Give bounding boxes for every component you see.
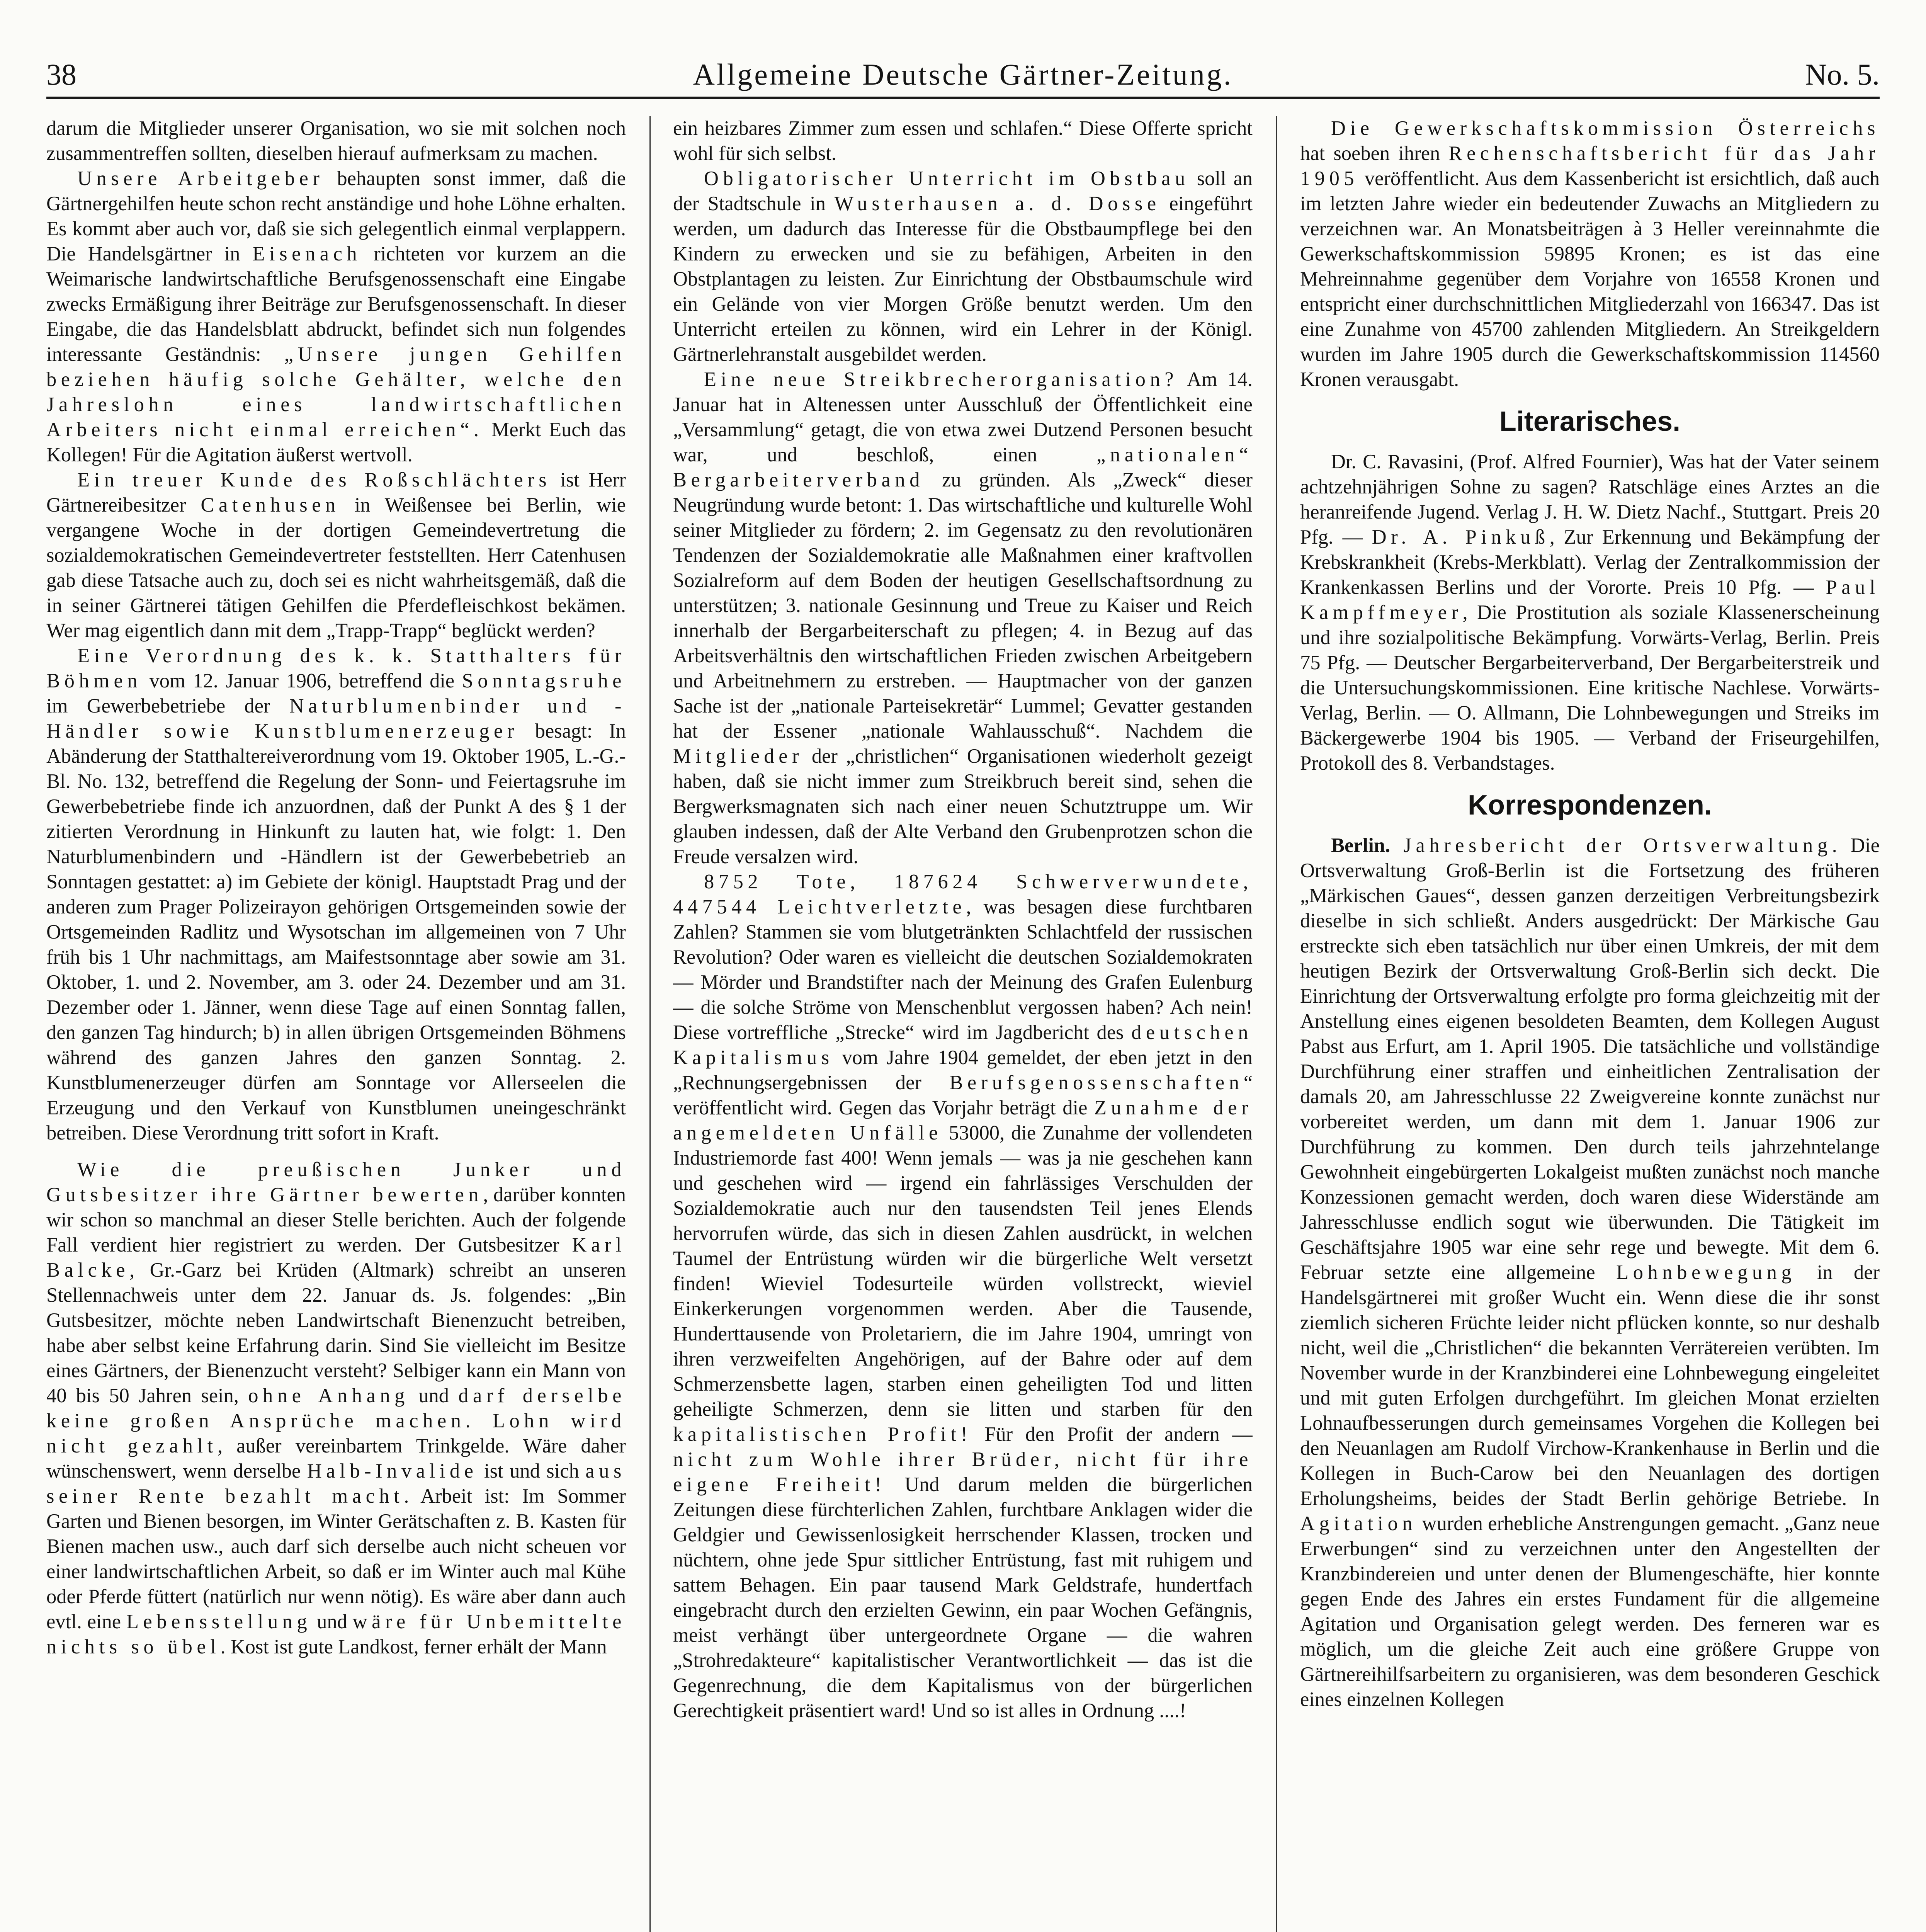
text: zu gründen. Als „Zweck“ dieser Neugründung wurde betont: 1. Das wirtschaftliche und kulturelle Wohl seiner Mitglieder zu fördern; 2. im Gegensatz zu den revolutionären Tendenzen der Sozialdemokratie alle Maßnahmen einer kraftvollen Sozialreform auf dem Boden der heutigen Gesellschaftsordnung zu unterstützen; 3. nationale Gesinnung und Treue zu Kaiser und Reich innerhalb der Bergarbeiterschaft zu pflegen; 4. in Bezug auf das Arbeitsverhältnis den wirtschaftlichen Frieden zwischen Arbeitgebern und Arbeitnehmern zu erstreben. — Hauptmacher von der ganzen Sache ist der „nationale Parteisekretär“ Lummel; Gevatter gestanden hat der Essener „nationale Wahlausschuß“. Nachdem die — [673, 469, 1253, 742]
column-2 — [673, 116, 1253, 1932]
spaced-text: Rechenschaftsbericht für das Jahr 1905 — [1300, 142, 1880, 190]
spaced-text: deutschen Kapitalismus — [673, 1021, 1253, 1069]
spaced-text: Jahresbericht der Ortsverwaltung — [1403, 834, 1832, 857]
text: und — [311, 1611, 353, 1633]
spaced-text: Eine Verordnung des k. k. Statthalters für Böhmen — [46, 645, 626, 692]
text — [1390, 834, 1403, 857]
text: , darüber konnten wir schon so manchmal an dieser Stelle berichten. Auch der folgende Fall verdient hier registriert zu werden. Der Gutsbesitzer — [46, 1184, 626, 1256]
spaced-text: Dr. A. Pinkuß — [1372, 526, 1550, 548]
text: in Weißensee bei Berlin, wie vergangene Woche in der dortigen Gemeindevertretung die sozialdemokratischen Gemeindevertreter feststellten. Herr Catenhusen gab diese Tatsache auch zu, doch sei es nicht wahrheitsgemäß, daß die in seiner Gärtnerei tätigen Gehilfen die Pferdefleischkost bekämen. Wer mag eigentlich dann mit dem „Trapp-Trapp“ beglückt werden? — [46, 494, 626, 642]
text: , Gr.-Garz bei Krüden (Altmark) schreibt an unseren Stellennachweis unter dem 22. Januar ds. Js. folgendes: „Bin Gutsbesitzer, möchte neben Landwirtschaft Bienenzucht betreiben, habe aber selbst keine Erfahrung darin. Sind Sie vielleicht im Besitze eines Gärtners, der Bienenzucht versteht? Selbiger kann ein Mann von 40 bis 50 Jahren sein, — [46, 1259, 626, 1407]
spaced-text: darf derselbe keine großen Ansprüche machen. Lohn wird nicht gezahlt — [46, 1384, 626, 1457]
column-rule — [649, 116, 651, 1932]
text: , Zur Erkennung und Bekämpfung der Krebskrankheit (Krebs-Merkblatt). Verlag der Zentralkommission der Krankenkassen Berlins und der Vororte. Preis 10 Pfg. — — [1300, 526, 1880, 599]
spaced-text: kapitalistischen Profit! — [673, 1423, 972, 1446]
section-heading-correspondence: Korrespondenzen. — [1467, 790, 1712, 821]
text: der „christlichen“ Organisationen wiederholt gezeigt haben, daß sie nicht immer zum Streikbruch bereit sind, sehen die Bergwerksmagnaten sich nach einer neuen Schutztruppe um. Wir glauben indessen, daß der Alte Verband den Grubenprotzen schon die Freude versalzen wird. — [673, 745, 1253, 868]
column-1 — [46, 116, 626, 1932]
text: Am 14. Januar hat in Altenessen unter Ausschluß der Öffentlichkeit eine „Versammlung“ getagt, die von etwa zwei Dutzend Personen besucht war, und beschloß, einen — [673, 368, 1253, 466]
spaced-text: Ein treuer Kunde des Roßschlächters — [77, 469, 551, 491]
spaced-text: wäre für Unbemittelte nichts so übel — [46, 1611, 626, 1658]
spaced-text: Zunahme der angemeldeten Unfälle — [673, 1097, 1253, 1144]
spaced-text: Berufsgenossenschaften — [949, 1071, 1244, 1094]
text: 53000, die Zunahme der vollendeten Industriemorde fast 400! Wenn jemals — was ja nie geschehen kann und geschehen wird — irgend ein fahrlässiges Verschulden der Sozialdemokratie auch nur den tausendsten Teil jenes Elends hervorrufen würde, das sich in diesen Zahlen ausdrückt, in welchen Taumel der Entrüstung würden wir die bürgerliche Welt versetzt finden! Wieviel Todesurteile würden vollstreckt, wieviel Einkerkerungen vorgenommen werden. Aber die Tausende, Hunderttausende von Proletariern, die im Jahre 1904, umringt von ihren verzweifelten Angehörigen, auf der Bahre oder auf dem Schmerzensbette lagen, starben einen geheiligten Tod und litten geheiligte Schmerzen, denn sie litten und starben für den — [673, 1122, 1253, 1420]
text: eingeführt werden, um dadurch das Interesse für die Obstbaumpflege bei den Kindern zu erwecken und sie zu befähigen, Arbeiten in den Obstplantagen zu leisten. Zur Einrichtung der Obstbaumschule wird ein Gelände von vier Morgen Größe benutzt werden. Um den Unterricht erteilen zu können, wird ein Lehrer in der Königl. Gärtnerlehranstalt ausgebildet werden. — [673, 192, 1253, 366]
paragraph — [673, 116, 1253, 166]
text: Merkt Euch das Kollegen! Für die Agitation äußerst wertvoll. — [46, 418, 626, 466]
paragraph — [1300, 116, 1880, 392]
paragraph — [1300, 833, 1880, 1712]
page-header — [46, 50, 1880, 99]
text: vom 12. Januar 1906, betreffend die — [142, 670, 462, 692]
text: ist Herr Gärtnereibesitzer — [46, 469, 626, 516]
spaced-text: Lebensstellung — [126, 1611, 312, 1633]
spaced-text: Paul Kampffmeyer — [1300, 576, 1880, 624]
spaced-text: Catenhusen — [201, 494, 340, 516]
spaced-text: Eine neue Streikbrecherorganisation? — [704, 368, 1178, 391]
paragraph — [46, 116, 626, 166]
paragraph — [1300, 449, 1880, 776]
text: wurden erhebliche Anstrengungen gemacht. „Ganz neue Erwerbungen“ sind zu verzeichnen unter den Angestellten der Kranzbindereien und unter denen der Blumengeschäfte, hier konnte gegen Ende des Jahres ein erstes Fundament für die allgemeine Agitation und Organisation gelegt werden. Des ferneren war es möglich, um die gleiche Zeit auch eine größere Gruppe von Gärtnereihilfsarbeitern zu organisieren, was dem besonderen Geschick eines einzelnen Kollegen — [1300, 1512, 1880, 1711]
text: . Die Ortsverwaltung Groß-Berlin ist die Fortsetzung des früheren „Märkischen Gaues“, dessen ganzen derzeitigen Verbreitungsbezirk dieselbe in sich schließt. Anders ausgedrückt: Der Märkische Gau erstreckte sich eben tatsächlich nur über einen Umkreis, der mit dem heutigen Bezirk der Ortsverwaltung Groß-Berlin sich deckt. Die Einrichtung der Ortsverwaltung erfolgte pro forma gleichzeitig mit der Anstellung eines eigenen besoldeten Beamten, dem Kollegen August Pabst aus Erfurt, am 1. April 1905. Die tatsächliche und vollständige Durchführung einer straffen und einheitlichen Zentralisation der damals 20, am Jahresschlusse 22 Zweigvereine konnte zunächst nur vorbereitet werden, um dann mit dem 1. Januar 1906 zur Durchführung zu kommen. Den durch teils jahrzehntelange Gewohnheit eingebürgerten Lokalgeist mußten zunächst noch manche Konzessionen gemacht werden, doch waren diese Widerstände am Jahresschlusse endlich sogut wie überwunden. Die Tätigkeit im Geschäftsjahre 1905 war eine sehr rege und bewegte. Mit dem 6. Februar setzte eine allgemeine — [1300, 834, 1880, 1284]
text: richteten vor kurzem an die Weimarische landwirtschaftliche Berufsgenossenschaft eine Eingabe zwecks Ermäßigung ihrer Beiträge zur Berufsgenossenschaft. In dieser Eingabe, die das Handelsblatt abdruckt, befindet sich nun folgendes interessante Geständnis: — [46, 243, 626, 366]
spaced-text: Eisenach — [252, 243, 362, 265]
paragraph — [673, 367, 1253, 869]
text: behaupten sonst immer, daß die Gärtnergehilfen heute schon recht anständige und hohe Löhne erhalten. Es kommt aber auch vor, daß sie sich gelegentlich einmal verplappern. Die Handelsgärtner in — [46, 167, 626, 265]
text: ist und sich — [478, 1460, 586, 1482]
spaced-text: Die Gewerkschaftskommission Österreichs — [1331, 117, 1880, 139]
spaced-text: Halb-Invalide — [307, 1460, 478, 1482]
paragraph — [46, 1157, 626, 1660]
spaced-text: Karl Balcke — [46, 1234, 626, 1281]
text: veröffentlicht. Aus dem Kassenbericht ist ersichtlich, daß auch im letzten Jahre wieder ein bedeutender Zuwachs an Mitgliedern zu verzeichnen war. An Monatsbeiträgen à 3 Heller vereinnahmte die Gewerkschaftskommission 59895 Kronen; es ist das eine Mehreinnahme gegenüber dem Vorjahre von 16558 Kronen und entspricht einer durchschnittlichen Mitgliederzahl von 166347. Das ist eine Zunahme von 45700 zahlenden Mitgliedern. An Streikgeldern wurden im Jahre 1905 durch die Gewerkschaftskommission 114560 Kronen verausgabt. — [1300, 167, 1880, 391]
spaced-text: Lohnbewegung — [1616, 1261, 1796, 1284]
section-heading-literary: Literarisches. — [1499, 406, 1681, 437]
text: Und darum melden die bürgerlichen Zeitungen diese fürchterlichen Zahlen, furchtbare Anklagen wider die Geldgier und Gewissenlosigkeit herrschender Klassen, trocken und nüchtern, ohne jede Spur sittlicher Entrüstung, fast mit ruhigem und sattem Behagen. Ein paar tausend Mark Geldstrafe, hundertfach eingebracht durch den erzielten Gewinn, ein paar Wochen Gefängnis, meist verhängt über untergeordnete Organe — die wahren „Strohredakteure“ kapitalistischer Verantwortlichkeit — das ist die Gegenrechnung, die dem Kapitalismus von der bürgerlichen Gerechtigkeit präsentiert ward! Und so ist alles in Ordnung ....! — [673, 1473, 1253, 1722]
paragraph — [673, 869, 1253, 1723]
place-name: Berlin. — [1331, 834, 1391, 857]
text: , (Prof. Alfred Fournier), Was hat der Vater seinem achtzehnjährigen Sohne zu sagen? Ratschläge eines Arztes an die heranreifende Jugend. Verlag J. H. W. Dietz Nachf., Stuttgart. Preis 20 Pfg. — — [1300, 451, 1880, 548]
text: . Arbeit ist: Im Sommer Garten und Bienen besorgen, im Winter Gerätschaften z. B. Kasten für Bienen machen usw., auch darf sich derselbe auch nicht scheuen vor einer landwirtschaftlichen Arbeit, so daß er im Winter auch mal Kühe oder Pferde füttert (natürlich nur wenn nötig). Es wäre aber dann auch evtl. eine — [46, 1485, 626, 1633]
text: Für den Profit der andern — — [972, 1423, 1253, 1446]
spaced-text: Agitation — [1300, 1512, 1417, 1535]
page-number: 38 — [46, 58, 76, 91]
spaced-text: „nationalen“ Bergarbeiterverband — [673, 444, 1253, 491]
spaced-text: Mitglieder — [673, 745, 804, 767]
text: im Gewerbebetriebe der — [46, 695, 289, 717]
column-3 — [1300, 116, 1880, 1932]
paragraph — [673, 166, 1253, 367]
text: besagt: In Abänderung der Statthaltereiverordnung vom 19. Oktober 1905, L.-G.-Bl. No. 132, betreffend die Regelung der Sonn- und Feiertagsruhe im Gewerbebetriebe finde ich anzuordnen, daß der Punkt A des § 1 der zitierten Verordnung in Hinkunft zu lauten hat, wie folgt: 1. Den Naturblumenbindern und -Händlern ist der Gewerbebetrieb an Sonntagen gestattet: a) im Gebiete der königl. Hauptstadt Prag und der anderen zum Prager Polizeirayon gehörigen Ortsgemeinden sowie der Ortsgemeinden Radlitz und Wysotschan im allgemeinen von 7 Uhr früh bis 1 Uhr nachmittags, am Maifestsonntage aber sowie am 31. Oktober, 1. und 2. November, am 3. oder 24. Dezember und am 31. Dezember oder 1. Jänner, wenn diese Tage auf einen Sonntag fallen, den ganzen Tag hindurch; b) in allen übrigen Ortsgemeinden Böhmens während des ganzen Jahres den ganzen Sonntag. 2. Kunstblumenerzeuger dürfen am Sonntage vor Allerseelen die Erzeugung und den Verkauf von Kunstblumen uneingeschränkt betreiben. Diese Verordnung tritt sofort in Kraft. — [46, 720, 626, 1144]
spaced-text: 8752 Tote, 187624 Schwerverwundete, 447544 Leichtverletzte — [673, 871, 1253, 918]
text: soll an der Stadtschule in — [673, 167, 1253, 215]
text: “ veröffentlicht wird. Gegen das Vorjahr beträgt die — [673, 1071, 1253, 1119]
newspaper-title: Allgemeine Deutsche Gärtner-Zeitung. — [693, 58, 1233, 91]
spaced-text: aus seiner Rente bezahlt macht — [46, 1460, 626, 1507]
text: in der Handelsgärtnerei mit großer Wucht ein. Wenn diese die ihr sonst ziemlich sicheren Früchte leider nicht pflücken konnte, so nur deshalb nicht, weil die „Christlichen“ die bekannten Verrätereien verübten. Im November wurde in der Kranzbinderei eine Lohnbewegung eingeleitet und mit guten Erfolgen durchgeführt. Im gleichen Monat erzielten Lohnaufbesserungen durch gemeinsames Vorgehen die Kollegen bei den Neuanlagen am Rudolf Virchow-Krankenhause in Berlin und die Kollegen in Buch-Carow bei den Neuanlagen des dortigen Erholungsheims, beides der Stadt Berlin gehörige Betriebe. In — [1300, 1261, 1880, 1510]
paragraph — [46, 166, 626, 468]
spaced-text: Sonntagsruhe — [462, 670, 626, 692]
spaced-text: „Unsere jungen Gehilfen beziehen häufig solche Gehälter, welche den Jahreslohn eines landwirtschaftlichen Arbeiters nicht einmal erreichen“. — [46, 343, 626, 441]
paragraph — [46, 468, 626, 643]
spaced-text: nicht zum Wohle ihrer Brüder, nicht für ihre eigene Freiheit! — [673, 1448, 1253, 1496]
text: hat soeben ihren — [1300, 142, 1449, 165]
spaced-text: Wusterhausen a. d. Dosse — [834, 192, 1161, 215]
text: , Die Prostitution als soziale Klassenerscheinung und ihre sozialpolitische Bekämpfung. Vorwärts-Verlag, Berlin. Preis 75 Pfg. — Deutscher Bergarbeiterverband, Der Bergarbeiterstreik und die Untersuchungskommissionen. Eine kritische Nachlese. Vorwärts-Verlag, Berlin. — O. Allmann, Die Lohnbewegungen und Streiks im Bäckergewerbe 1904 bis 1905. — Verband der Friseurgehilfen, Protokoll des 8. Verbandstages. — [1300, 601, 1880, 774]
text: ein heizbares Zimmer zum essen und schlafen.“ Diese Offerte spricht wohl für sich selbst. — [673, 117, 1253, 165]
text: Dr. C. Ravasini — [1331, 451, 1459, 473]
text: , außer vereinbartem Trinkgelde. Wäre daher wünschenswert, wenn derselbe — [46, 1435, 626, 1482]
spaced-text: Unsere Arbeitgeber — [77, 167, 324, 190]
spaced-text: Naturblumenbinder und -Händler sowie Kunstblumenerzeuger — [46, 695, 626, 742]
spaced-text: Wie die preußischen Junker und Gutsbesitzer ihre Gärtner bewerten — [46, 1158, 626, 1206]
text: . Kost ist gute Landkost, ferner erhält der Mann — [220, 1636, 607, 1658]
text: darum die Mitglieder unserer Organisation, wo sie mit solchen noch zusammentreffen sollten, dieselben hierauf aufmerksam zu machen. — [46, 117, 626, 165]
paragraph — [46, 643, 626, 1146]
spaced-text: ohne Anhang — [248, 1384, 409, 1407]
text: , was besagen diese furchtbaren Zahlen? Stammen sie vom blutgetränkten Schlachtfeld der russischen Revolution? Oder waren es vielleicht die deutschen Sozialdemokraten — Mörder und Brandstifter nach der Meinung des Grafen Eulenburg — die solche Ströme von Menschenblut vergossen haben? Ach nein! Diese vortreffliche „Strecke“ wird im Jagdbericht des — [673, 896, 1253, 1044]
spaced-text: Obligatorischer Unterricht im Obstbau — [704, 167, 1190, 190]
text: vom Jahre 1904 gemeldet, der eben jetzt in den „Rechnungsergebnissen der — [673, 1046, 1253, 1094]
issue-number: No. 5. — [1805, 58, 1880, 91]
column-rule — [1276, 116, 1277, 1932]
text: und — [409, 1384, 459, 1407]
